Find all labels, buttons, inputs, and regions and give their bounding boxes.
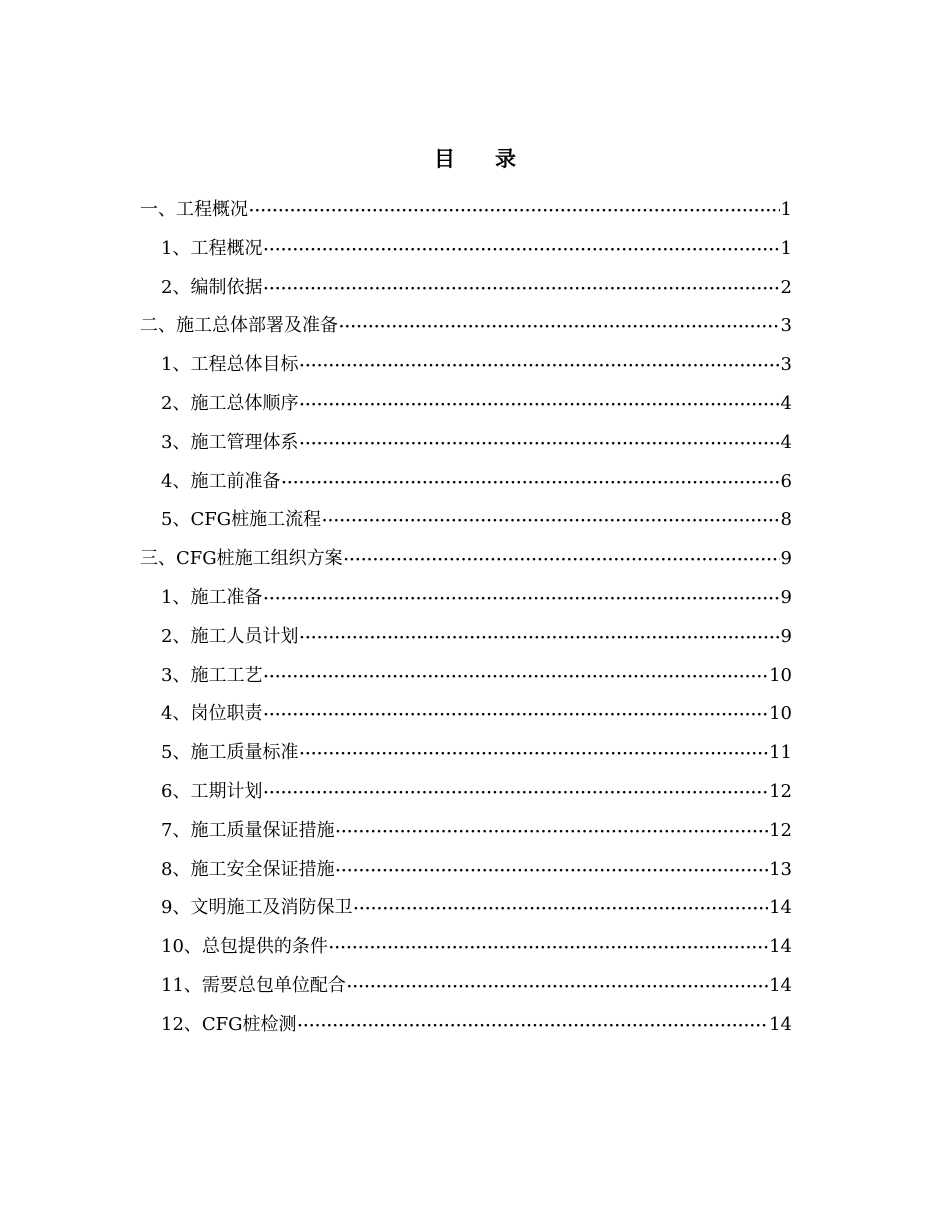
toc-dot-leader: [335, 857, 768, 885]
toc-entry[interactable]: [140, 856, 792, 895]
toc-entry[interactable]: [140, 584, 792, 623]
toc-entry[interactable]: [140, 1011, 792, 1050]
toc-entry[interactable]: [140, 700, 792, 739]
toc-entry[interactable]: [140, 196, 792, 235]
toc-dot-leader: [263, 779, 768, 807]
toc-entry[interactable]: [140, 662, 792, 701]
toc-entry-label: 2、施工总体顺序: [161, 392, 299, 414]
toc-entry[interactable]: [140, 468, 792, 507]
toc-entry-page-number: 12: [769, 780, 792, 802]
toc-entry-label: 1、施工准备: [161, 586, 263, 608]
toc-entry-page-number: 2: [780, 276, 792, 298]
toc-entry-page-number: 9: [780, 625, 792, 647]
toc-entry[interactable]: [140, 894, 792, 933]
toc-dot-leader: [263, 275, 779, 303]
toc-entry-label: 10、总包提供的条件: [161, 936, 328, 958]
toc-entry-page-number: 3: [780, 354, 792, 376]
toc-entry-page-number: 1: [780, 199, 792, 220]
toc-dot-leader: [281, 469, 779, 497]
toc-dot-leader: [329, 934, 768, 962]
toc-entry-label: 9、文明施工及消防保卫: [161, 897, 353, 919]
toc-entry-label: 二、施工总体部署及准备: [140, 315, 338, 337]
toc-dot-leader: [347, 973, 768, 1001]
toc-entry-page-number: 10: [769, 703, 792, 725]
toc-dot-leader: [263, 236, 779, 264]
toc-entry[interactable]: [140, 817, 792, 856]
toc-entry-label: 三、CFG桩施工组织方案: [140, 548, 343, 570]
toc-entry-label: 7、施工质量保证措施: [161, 819, 335, 841]
toc-entry-label: 2、编制依据: [161, 276, 263, 298]
toc-dot-leader: [335, 818, 768, 846]
toc-entry[interactable]: [140, 390, 792, 429]
table-of-contents: [140, 196, 792, 1050]
toc-title: [0, 143, 950, 173]
toc-entry-page-number: 9: [780, 548, 792, 570]
toc-entry[interactable]: [140, 351, 792, 390]
toc-entry-label: 11、需要总包单位配合: [161, 974, 346, 996]
toc-entry-page-number: 4: [780, 392, 792, 414]
toc-entry-page-number: 14: [769, 974, 792, 996]
toc-entry-page-number: 14: [769, 1013, 792, 1035]
toc-entry-label: 4、施工前准备: [161, 470, 281, 492]
toc-dot-leader: [299, 430, 779, 458]
toc-dot-leader: [298, 1012, 769, 1040]
toc-entry-label: 12、CFG桩检测: [161, 1013, 297, 1035]
toc-dot-leader: [344, 546, 780, 574]
toc-entry-label: 3、施工工艺: [161, 664, 263, 686]
toc-entry-page-number: 14: [769, 936, 792, 958]
toc-entry[interactable]: [140, 429, 792, 468]
toc-entry-page-number: 8: [780, 509, 792, 531]
toc-entry-page-number: 4: [780, 431, 792, 453]
toc-entry[interactable]: [140, 933, 792, 972]
toc-entry-label: 5、施工质量标准: [161, 742, 299, 764]
toc-entry-label: 1、工程总体目标: [161, 354, 299, 376]
toc-entry-page-number: 6: [780, 470, 792, 492]
toc-dot-leader: [299, 624, 779, 652]
toc-dot-leader: [249, 197, 780, 225]
toc-entry-label: 4、岗位职责: [161, 703, 263, 725]
toc-entry-page-number: 10: [769, 664, 792, 686]
toc-dot-leader: [299, 352, 779, 380]
toc-entry-page-number: 1: [780, 237, 792, 259]
toc-entry-label: 3、施工管理体系: [161, 431, 299, 453]
toc-entry[interactable]: [140, 235, 792, 274]
toc-title-char-1: 目: [434, 146, 455, 171]
toc-entry[interactable]: [140, 778, 792, 817]
toc-entry-page-number: 3: [780, 315, 792, 337]
toc-dot-leader: [299, 740, 768, 768]
toc-entry-label: 一、工程概况: [140, 199, 248, 220]
toc-entry-page-number: 14: [769, 897, 792, 919]
toc-entry[interactable]: [140, 623, 792, 662]
toc-entry-label: 8、施工安全保证措施: [161, 858, 335, 880]
toc-entry-label: 1、工程概况: [161, 237, 263, 259]
toc-dot-leader: [263, 701, 768, 729]
toc-entry[interactable]: [140, 312, 792, 351]
toc-entry[interactable]: [140, 545, 792, 584]
toc-entry-page-number: 11: [769, 742, 792, 764]
toc-entry[interactable]: [140, 972, 792, 1011]
toc-entry[interactable]: [140, 739, 792, 778]
toc-title-char-2: 录: [495, 146, 516, 171]
toc-entry-label: 5、CFG桩施工流程: [161, 509, 322, 531]
toc-entry-label: 6、工期计划: [161, 780, 263, 802]
toc-dot-leader: [322, 507, 779, 535]
toc-entry-label: 2、施工人员计划: [161, 625, 299, 647]
toc-entry-page-number: 12: [769, 819, 792, 841]
toc-dot-leader: [263, 663, 768, 691]
toc-entry-page-number: 9: [780, 586, 792, 608]
toc-dot-leader: [353, 895, 768, 923]
toc-dot-leader: [263, 585, 779, 613]
toc-entry[interactable]: [140, 506, 792, 545]
toc-dot-leader: [299, 391, 779, 419]
toc-entry[interactable]: [140, 274, 792, 313]
toc-dot-leader: [339, 313, 780, 341]
toc-entry-page-number: 13: [769, 858, 792, 880]
